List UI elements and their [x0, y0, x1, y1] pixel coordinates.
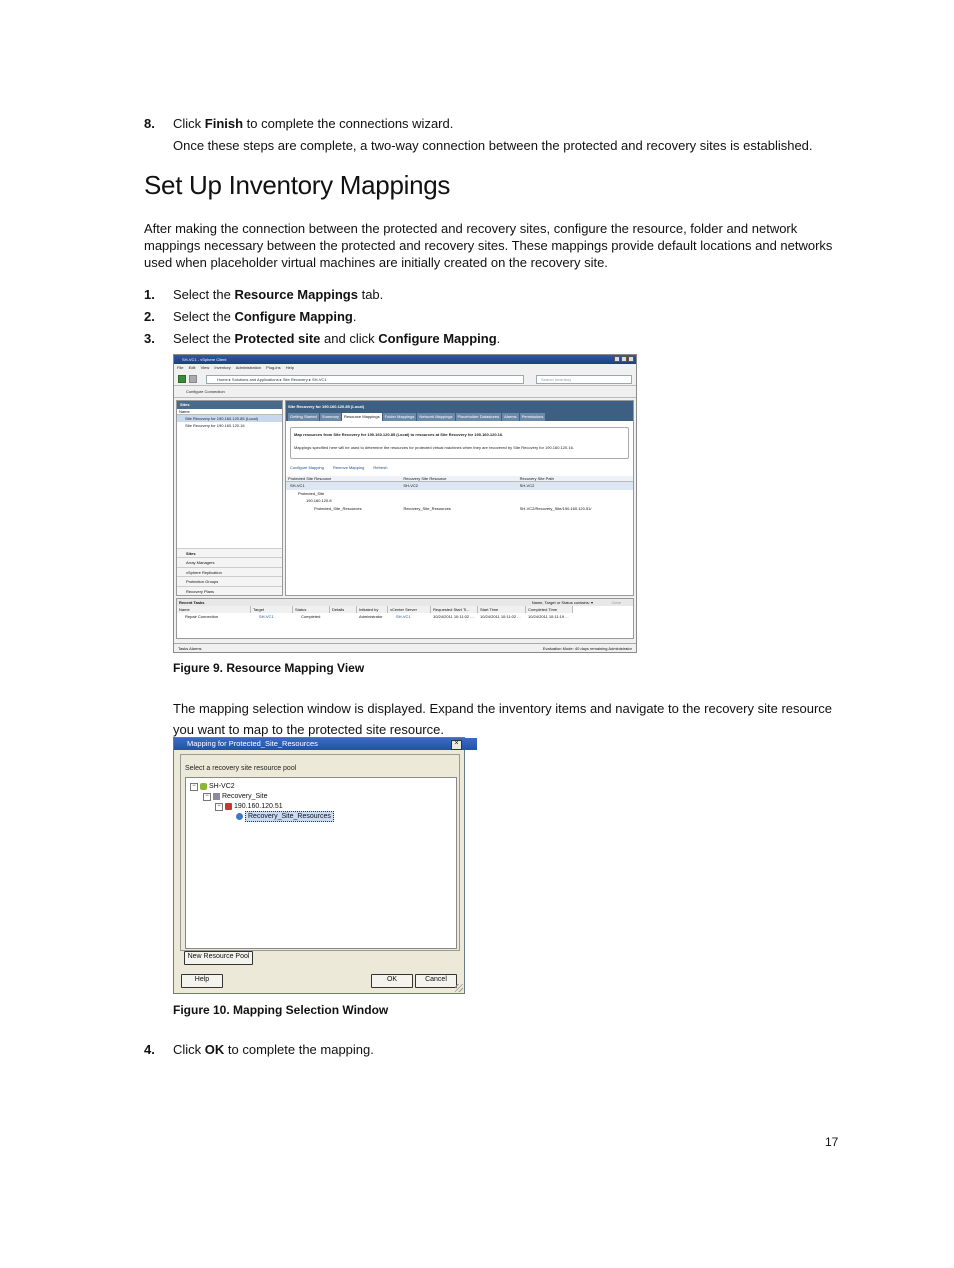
remove-mapping-link[interactable]: Remove Mapping — [332, 465, 365, 470]
host-icon — [225, 803, 232, 810]
figure-9-caption: Figure 9. Resource Mapping View — [173, 661, 365, 675]
nav-protection-groups[interactable]: Protection Groups — [177, 576, 282, 586]
configure-connection-button[interactable]: Configure Connection — [174, 386, 636, 398]
tab-summary[interactable]: Summary — [321, 414, 340, 419]
table-cell: 10/24/2011 10:11:02 ... — [433, 614, 474, 619]
status-bar — [174, 643, 636, 652]
forward-icon[interactable] — [189, 375, 197, 383]
table-cell — [401, 497, 517, 505]
resource-tree — [185, 777, 457, 949]
menu-file[interactable]: File — [177, 365, 184, 370]
help-button[interactable]: Help — [181, 974, 223, 988]
column-recovery-path[interactable]: Recovery Site Path — [519, 476, 554, 481]
table-cell — [518, 490, 633, 498]
detail-tabs — [286, 412, 633, 421]
task-column[interactable]: vCenter Server — [388, 606, 431, 613]
close-icon[interactable] — [628, 356, 634, 362]
maximize-icon[interactable] — [621, 356, 627, 362]
nav-array-managers[interactable]: Array Managers — [177, 557, 282, 567]
cancel-button[interactable]: Cancel — [415, 974, 457, 988]
collapse-icon[interactable]: − — [190, 783, 198, 791]
table-row[interactable] — [177, 613, 633, 620]
nav-sites[interactable]: Sites — [177, 548, 282, 558]
minimize-icon[interactable] — [614, 356, 620, 362]
vsphere-title-bar: SH-VC1 - vSphere Client — [174, 355, 636, 364]
page-number: 17 — [825, 1135, 839, 1149]
intro-line: After making the connection between the protected and recovery sites, configure the resource, folder and network — [144, 221, 798, 236]
refresh-link[interactable]: Refresh — [373, 465, 388, 470]
status-right: Evaluation Mode: 40 days remaining Administrator — [542, 646, 632, 651]
table-cell: Administrator — [359, 614, 383, 619]
resource-pool-icon — [236, 813, 243, 820]
menu-bar — [174, 364, 636, 372]
table-row[interactable] — [286, 497, 633, 505]
step-8-followup: Once these steps are complete, a two-way connection between the protected and recovery sites is established. — [173, 138, 813, 153]
sites-name-column[interactable]: Name — [177, 409, 282, 415]
table-cell: 190.160.120.8 — [306, 498, 332, 503]
srm-navigation — [177, 548, 282, 596]
table-row[interactable] — [286, 482, 633, 490]
tab-resource-mappings[interactable]: Resource Mappings — [344, 414, 380, 419]
back-icon[interactable] — [178, 375, 186, 383]
collapse-icon[interactable]: − — [203, 793, 211, 801]
table-row[interactable] — [286, 505, 633, 513]
intro-paragraph — [144, 220, 832, 271]
table-row[interactable] — [286, 490, 633, 498]
table-cell: Recovery_Site_Resources — [403, 505, 451, 511]
tab-permissions[interactable]: Permissions — [521, 414, 544, 419]
task-column[interactable]: Details — [330, 606, 357, 613]
vcenter-icon — [200, 783, 207, 790]
menu-edit[interactable]: Edit — [188, 365, 196, 370]
task-column[interactable]: Requested Start Ti... — [431, 606, 478, 613]
intro-line: mappings necessary between the protected and recovery sites. These mappings provide default locations and networks — [144, 238, 833, 253]
recent-tasks-pane — [176, 598, 634, 639]
mapping-selection-dialog — [173, 737, 465, 994]
ok-button[interactable]: OK — [371, 974, 413, 988]
tree-label: 190.160.120.51 — [234, 803, 283, 810]
datacenter-icon — [213, 793, 220, 800]
menu-help[interactable]: Help — [285, 365, 294, 370]
table-cell: SH-VC2 — [403, 483, 419, 488]
table-cell: Protected_Site_Resources — [314, 505, 362, 511]
tasks-clear-button[interactable]: Clear — [611, 600, 621, 605]
task-column[interactable]: Completed Time — [526, 606, 573, 613]
sites-pane — [176, 400, 283, 596]
table-cell — [518, 497, 633, 505]
table-cell: SH-VC2 — [519, 483, 535, 488]
breadcrumb[interactable]: Home ▸ Solutions and Applications ▸ Site Recovery ▸ SH-VC1 — [206, 375, 524, 384]
table-cell: Protected_Site — [298, 490, 325, 496]
tab-alarms[interactable]: Alarms — [504, 414, 517, 419]
recent-tasks-title: Recent Tasks — [179, 600, 205, 605]
tasks-columns — [177, 606, 633, 613]
step-4-number: 4. — [144, 1042, 155, 1057]
mapping-grid — [286, 476, 633, 512]
nav-recovery-plans[interactable]: Recovery Plans — [177, 586, 282, 596]
paragraph-line: The mapping selection window is displayed. Expand the inventory items and navigate to the recovery site resource — [173, 701, 833, 716]
tasks-filter-label: Name, Target or Status contains: ▾ — [531, 600, 593, 605]
menu-inventory[interactable]: Inventory — [214, 365, 231, 370]
task-column[interactable]: Name — [177, 606, 251, 613]
mapping-info-text: Mappings specified here will be used to determine the resources for protected virtual machines when they are recovered by Site Recovery for 190.160.120.16. — [294, 445, 574, 450]
close-icon[interactable]: × — [451, 740, 462, 750]
nav-vsphere-replication[interactable]: vSphere Replication — [177, 567, 282, 577]
window-controls[interactable] — [614, 356, 634, 362]
figure-10-caption: Figure 10. Mapping Selection Window — [173, 1003, 389, 1017]
tree-node-resource-pool[interactable] — [236, 812, 334, 821]
table-cell: Completed — [301, 614, 321, 619]
task-column[interactable]: Start Time — [478, 606, 526, 613]
step-3-text: Select the Protected site and click Configure Mapping. — [173, 331, 501, 346]
site-item-remote[interactable]: Site Recovery for 190.160.120.16 — [185, 423, 245, 428]
tab-folder-mappings[interactable]: Folder Mappings — [384, 414, 415, 419]
site-detail-header: Site Recovery for 190.160.120.85 (Local) — [286, 401, 633, 412]
step-1-text: Select the Resource Mappings tab. — [173, 287, 384, 302]
step-2-text: Select the Configure Mapping. — [173, 309, 357, 324]
dialog-prompt: Select a recovery site resource pool — [185, 765, 297, 772]
step-8-number: 8. — [144, 116, 155, 131]
dialog-panel — [180, 754, 460, 951]
mapping-actions — [290, 464, 629, 471]
tree-node-datacenter[interactable] — [203, 792, 268, 801]
table-cell: SH-VC1 — [396, 614, 411, 619]
resource-mapping-screenshot — [173, 354, 637, 653]
table-cell — [330, 613, 357, 620]
tree-label: SH-VC2 — [209, 783, 235, 790]
task-column[interactable]: Initiated by — [357, 606, 388, 613]
navigation-bar — [174, 372, 636, 386]
step-8-text: Click Finish to complete the connections wizard. — [173, 116, 454, 131]
task-column[interactable]: Target — [251, 606, 293, 613]
sites-pane-header: Sites — [177, 401, 282, 409]
table-cell: 10/24/2011 10:11:19 ... — [528, 614, 569, 619]
step-1-number: 1. — [144, 287, 155, 302]
tab-getting-started[interactable]: Getting Started — [290, 414, 317, 419]
tree-node-vcenter[interactable] — [190, 782, 235, 791]
menu-plugins[interactable]: Plug-ins — [266, 365, 281, 370]
mapping-window-paragraph — [173, 698, 832, 740]
column-recovery-resource[interactable]: Recovery Site Resource — [403, 476, 447, 481]
tree-label: Recovery_Site — [222, 793, 268, 800]
new-resource-pool-button[interactable]: New Resource Pool — [184, 951, 253, 965]
tab-placeholder-datastores[interactable]: Placeholder Datastores — [457, 414, 500, 419]
section-title: Set Up Inventory Mappings — [144, 170, 451, 200]
table-cell: SH-VC1 — [259, 614, 274, 619]
table-cell: Repair Connection — [185, 614, 219, 619]
resize-grip-icon[interactable] — [455, 984, 463, 992]
tree-node-host[interactable] — [215, 802, 283, 811]
status-left[interactable]: Tasks Alarms — [178, 646, 202, 651]
step-3-number: 3. — [144, 331, 155, 346]
dialog-title: Mapping for Protected_Site_Resources — [174, 738, 477, 750]
mapping-info-title: Map resources from Site Recovery for 190.160.120.85 (Local) to resources at Site Recovery for 190.160.120.16. — [294, 432, 504, 437]
step-4-text: Click OK to complete the mapping. — [173, 1042, 374, 1057]
search-input[interactable]: Search Inventory — [536, 375, 632, 384]
table-cell — [401, 490, 517, 498]
tree-label-selected: Recovery_Site_Resources — [245, 811, 334, 822]
task-column[interactable]: Status — [293, 606, 330, 613]
recent-tasks-header — [177, 599, 633, 606]
column-protected-resource[interactable]: Protected Site Resource — [288, 476, 332, 481]
site-detail-pane — [285, 400, 634, 596]
table-cell: SH-VC1 — [290, 483, 305, 488]
configure-mapping-link[interactable]: Configure Mapping — [290, 465, 324, 470]
table-cell: SH-VC2/Recovery_Site/190.160.120.51/ — [519, 505, 592, 511]
tab-network-mappings[interactable]: Network Mappings — [419, 414, 453, 419]
menu-administration[interactable]: Administration — [235, 365, 262, 370]
site-item-local[interactable]: Site Recovery for 190.160.120.85 (Local) — [177, 415, 282, 422]
intro-line: used when placeholder virtual machines are initially created on the recovery site. — [144, 255, 608, 270]
step-2-number: 2. — [144, 309, 155, 324]
collapse-icon[interactable]: − — [215, 803, 223, 811]
menu-view[interactable]: View — [200, 365, 210, 370]
mapping-info-box — [290, 427, 629, 459]
table-cell: 10/24/2011 10:11:02 ... — [480, 614, 521, 619]
paragraph-line: you want to map to the protected site resource. — [173, 722, 444, 737]
